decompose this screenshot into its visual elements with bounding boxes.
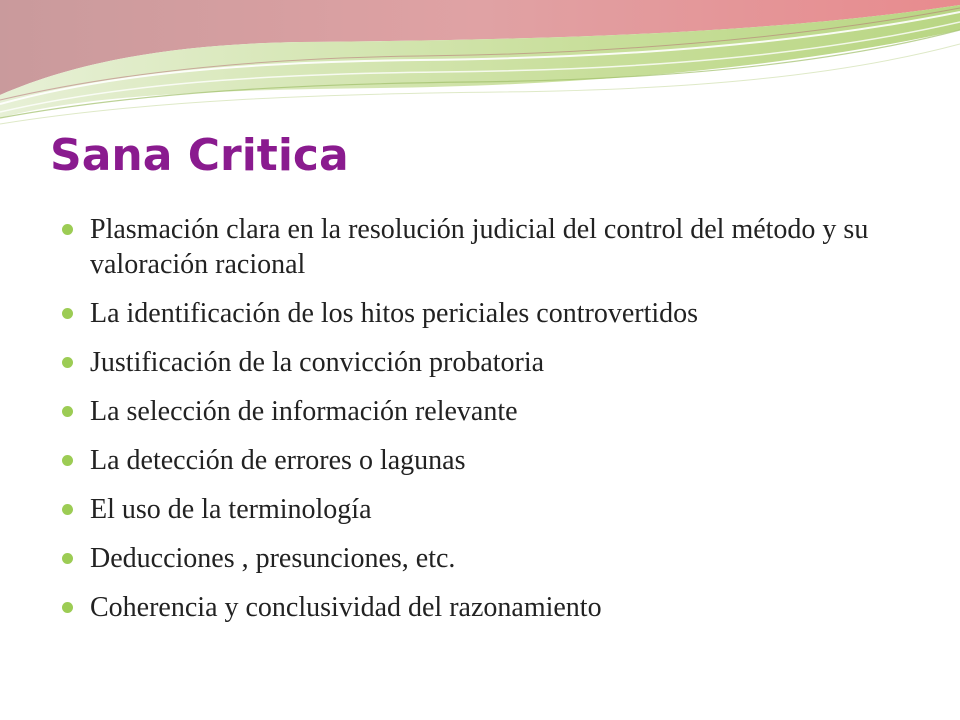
bullet-list — [62, 212, 912, 639]
bullet-text: Justificación de la convicción probatoria — [90, 347, 545, 378]
list-item — [62, 541, 912, 576]
list-item — [62, 443, 912, 478]
header-wave-decoration — [0, 0, 960, 130]
bullet-icon — [62, 553, 73, 564]
bullet-text: El uso de la terminología — [90, 494, 372, 525]
bullet-icon — [62, 224, 73, 235]
slide-title: Sana Critica — [50, 130, 349, 181]
list-item — [62, 590, 912, 625]
bullet-text: Plasmación clara en la resolución judicial del control del método y su valoración racional — [90, 214, 869, 280]
list-item — [62, 394, 912, 429]
bullet-text: La selección de información relevante — [90, 396, 518, 427]
bullet-text: La detección de errores o lagunas — [90, 445, 466, 476]
bullet-icon — [62, 602, 73, 613]
list-item — [62, 345, 912, 380]
bullet-icon — [62, 455, 73, 466]
bullet-text: Coherencia y conclusividad del razonamiento — [90, 592, 602, 623]
bullet-icon — [62, 504, 73, 515]
list-item — [62, 492, 912, 527]
bullet-text: La identificación de los hitos periciales controvertidos — [90, 298, 699, 329]
list-item — [62, 212, 912, 282]
bullet-icon — [62, 357, 73, 368]
bullet-icon — [62, 308, 73, 319]
list-item — [62, 296, 912, 331]
bullet-text: Deducciones , presunciones, etc. — [90, 543, 456, 574]
bullet-icon — [62, 406, 73, 417]
